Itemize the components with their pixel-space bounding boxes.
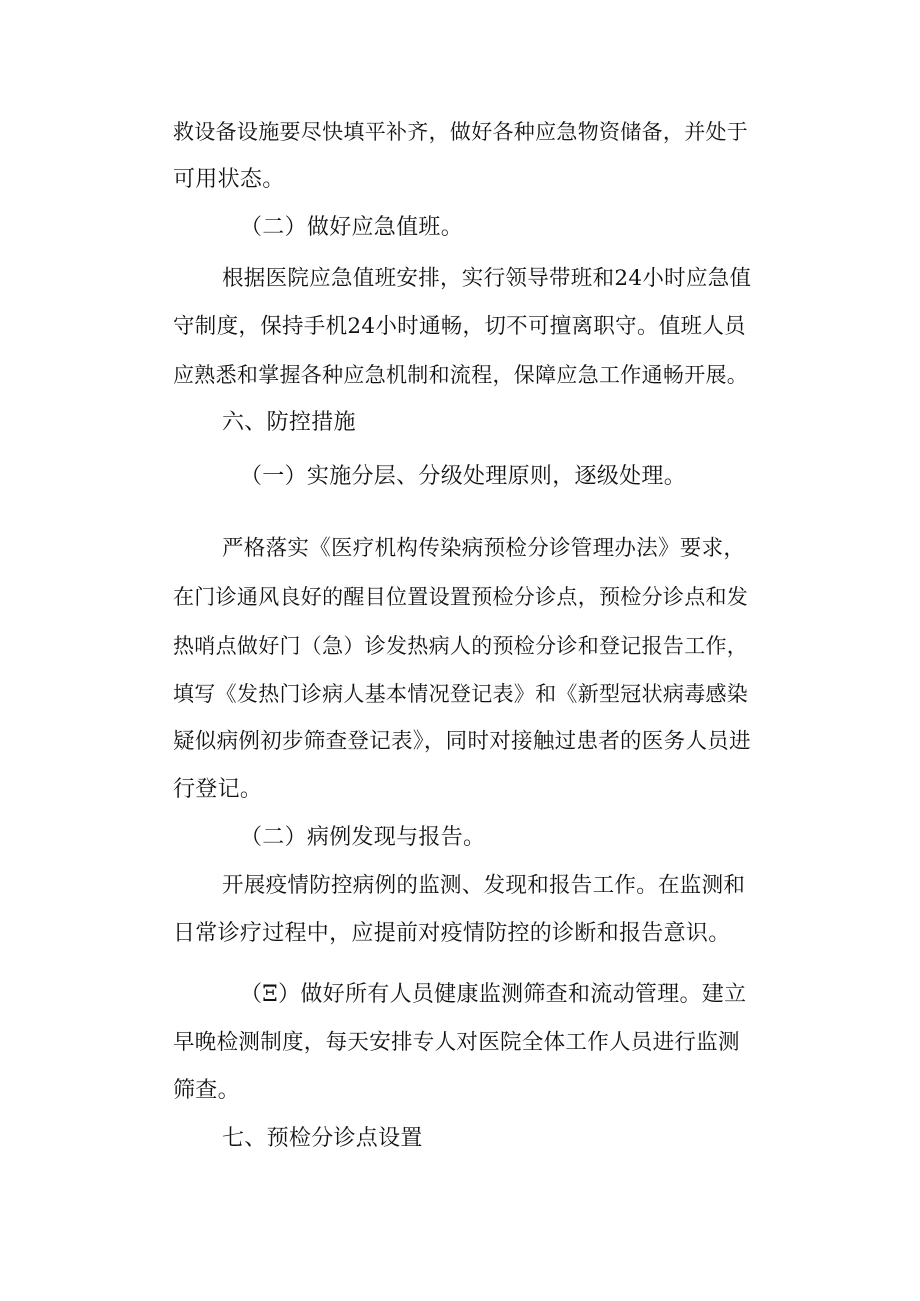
- text-line-2: 可用状态。: [173, 167, 285, 192]
- text-line-19: 早晚检测制度，每天安排专人对医院全体工作人员进行监测: [173, 1030, 740, 1055]
- text-line-16: 开展疫情防控病例的监测、发现和报告工作。在监测和: [222, 873, 746, 898]
- text-line-14: 行登记。: [173, 777, 263, 802]
- text-line-13: 疑似病例初步筛查登记表》，同时对接触过患者的医务人员进: [173, 729, 751, 754]
- text-line-20: 筛查。: [173, 1078, 240, 1103]
- text-line-17: 日常诊疗过程中，应提前对疫情防控的诊断和报告意识。: [173, 921, 731, 946]
- text-line-15: （二）病例发现与报告。: [240, 825, 486, 850]
- text-line-11: 热哨点做好门（急）诊发热病人的预检分诊和登记报告工作，: [173, 634, 749, 658]
- text-line-1: 救设备设施要尽快填平补齐，做好各种应急物资储备，并处于: [173, 120, 749, 144]
- section-heading-7: 七、预检分诊点设置: [222, 1126, 423, 1151]
- text-line-8: （一）实施分层、分级处理原则，逐级处理。: [240, 464, 687, 489]
- text-line-18: （Ξ）做好所有人员健康监测筛查和流动管理。建立: [240, 982, 747, 1007]
- text-line-12: 填写《发热门诊病人基本情况登记表》和《新型冠状病毒感染: [173, 682, 749, 706]
- section-heading-6: 六、防控措施: [222, 410, 356, 435]
- text-line-10: 在门诊通风良好的醒目位置设置预检分诊点，预检分诊点和发: [173, 585, 749, 609]
- text-line-3: （二）做好应急值班。: [240, 215, 464, 240]
- text-line-9: 严格落实《医疗机构传染病预检分诊管理办法》要求，: [222, 536, 746, 561]
- text-line-5: 守制度，保持手机24小时通畅，切不可擅离职守。值班人员: [173, 314, 746, 339]
- text-line-4: 根据医院应急值班安排，实行领导带班和24小时应急值: [222, 266, 752, 291]
- text-line-6: 应熟悉和掌握各种应急机制和流程，保障应急工作通畅开展。: [173, 363, 749, 387]
